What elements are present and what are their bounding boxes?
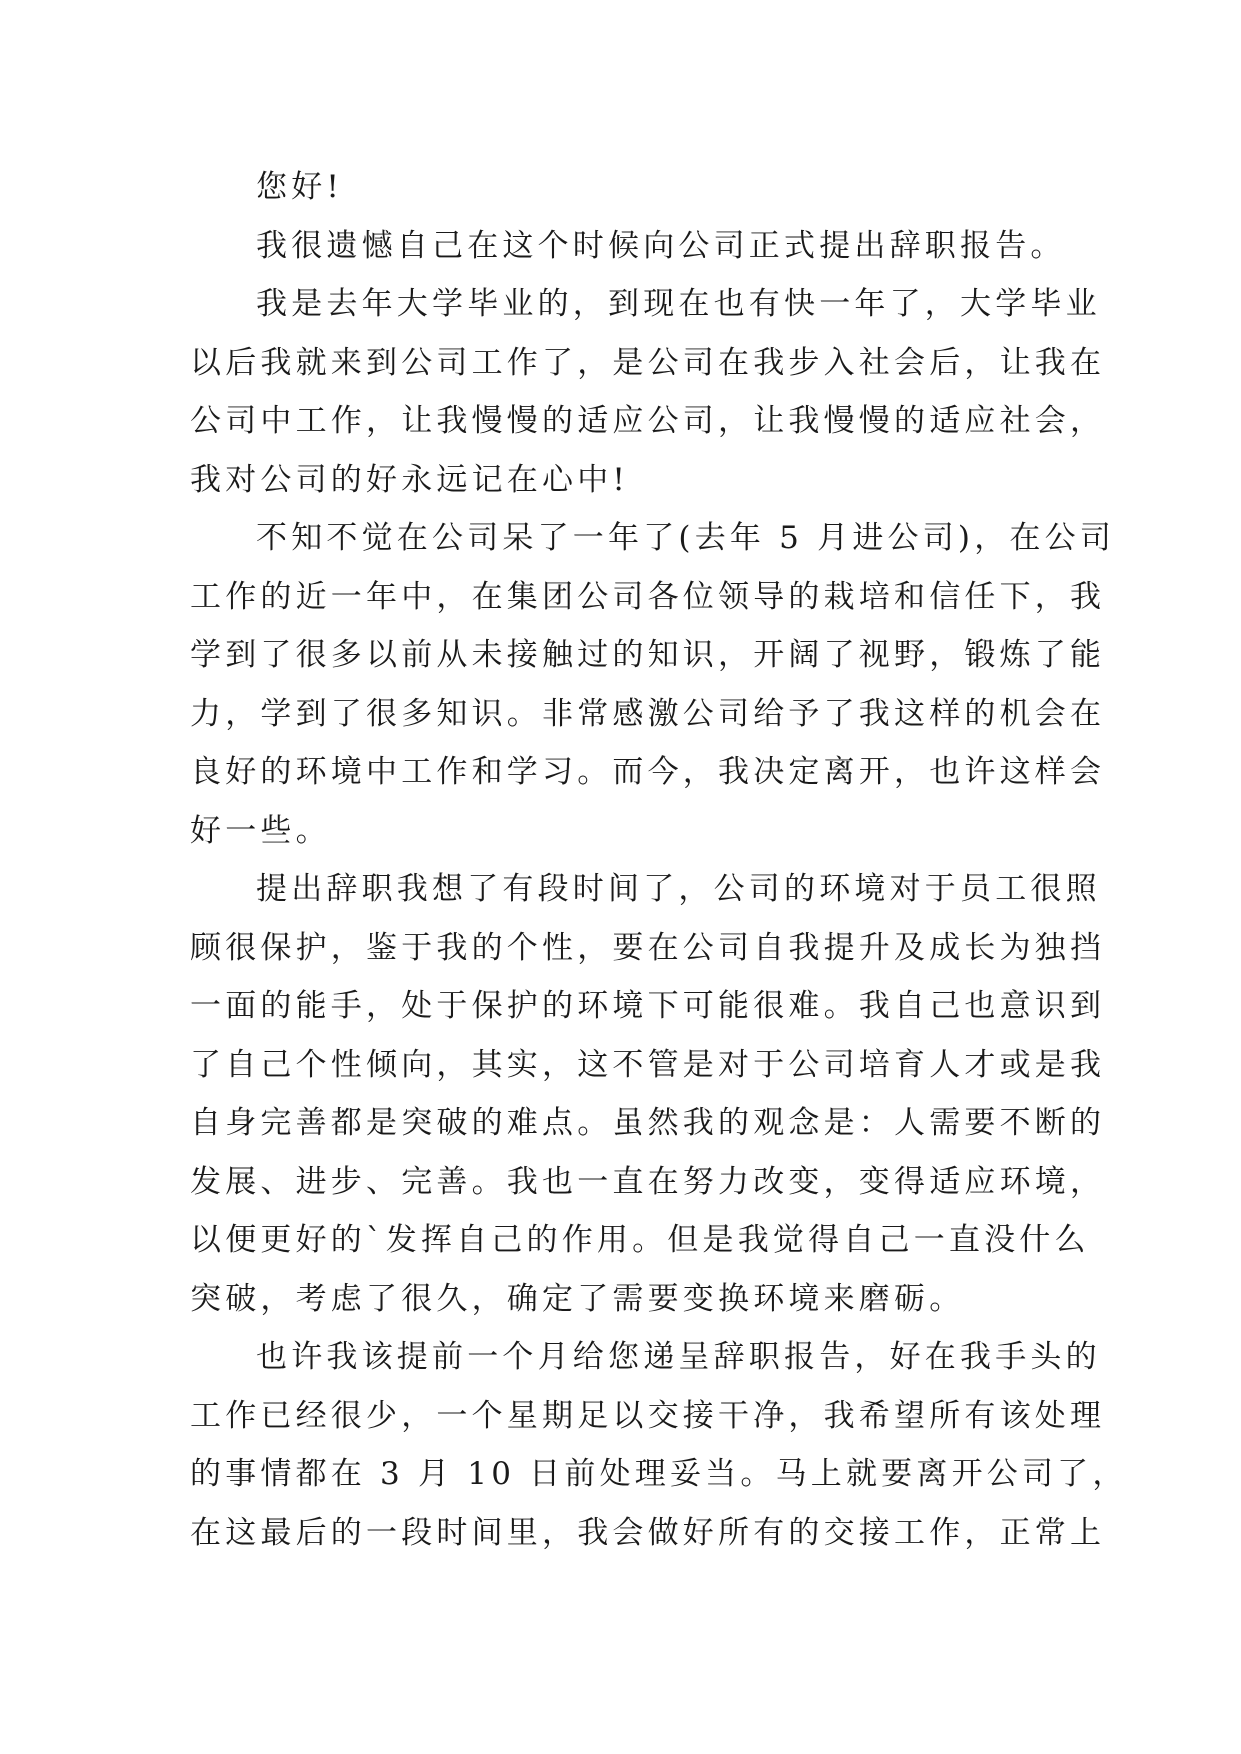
text-line: 您好! [256, 169, 344, 205]
text-line: 突破，考虑了很久，确定了需要变换环境来磨砺。 [190, 1280, 965, 1317]
text-line: 在这最后的一段时间里，我会做好所有的交接工作，正常上 [190, 1514, 1106, 1551]
text-line: 公司中工作，让我慢慢的适应公司，让我慢慢的适应社会， [190, 403, 1106, 439]
text-line: 良好的环境中工作和学习。而今，我决定离开，也许这样会 [190, 754, 1106, 790]
text-line: 工作的近一年中，在集团公司各位领导的栽培和信任下，我 [190, 578, 1106, 615]
text-line: 不知不觉在公司呆了一年了(去年 5 月进公司)，在公司 [256, 520, 1116, 556]
text-line: 以后我就来到公司工作了，是公司在我步入社会后，让我在 [190, 344, 1106, 381]
letter-body [190, 158, 1128, 1562]
text-line: 了自己个性倾向，其实，这不管是对于公司培育人才或是我 [190, 1046, 1106, 1083]
text-line: 自身完善都是突破的难点。虽然我的观念是：人需要不断的 [190, 1105, 1106, 1141]
text-line: 我是去年大学毕业的，到现在也有快一年了，大学毕业 [256, 286, 1101, 322]
text-line: 工作已经很少，一个星期足以交接干净，我希望所有该处理 [190, 1397, 1106, 1434]
text-line: 提出辞职我想了有段时间了，公司的环境对于员工很照 [256, 871, 1101, 907]
text-line: 我对公司的好永远记在心中! [190, 461, 630, 498]
text-line: 学到了很多以前从未接触过的知识，开阔了视野，锻炼了能 [190, 637, 1106, 673]
text-line: 以便更好的`发挥自己的作用。但是我觉得自己一直没什么 [190, 1222, 1090, 1258]
text-line: 好一些。 [190, 812, 331, 849]
text-line: 我很遗憾自己在这个时候向公司正式提出辞职报告。 [256, 227, 1066, 264]
text-line: 力，学到了很多知识。非常感激公司给予了我这样的机会在 [190, 695, 1106, 732]
text-line: 的事情都在 3 月 10 日前处理妥当。马上就要离开公司了， [190, 1456, 1128, 1492]
text-line: 也许我该提前一个月给您递呈辞职报告，好在我手头的 [256, 1339, 1101, 1375]
text-line: 顾很保护，鉴于我的个性，要在公司自我提升及成长为独挡 [190, 929, 1106, 966]
text-line: 一面的能手，处于保护的环境下可能很难。我自己也意识到 [190, 988, 1106, 1024]
text-line: 发展、进步、完善。我也一直在努力改变，变得适应环境， [190, 1163, 1106, 1200]
